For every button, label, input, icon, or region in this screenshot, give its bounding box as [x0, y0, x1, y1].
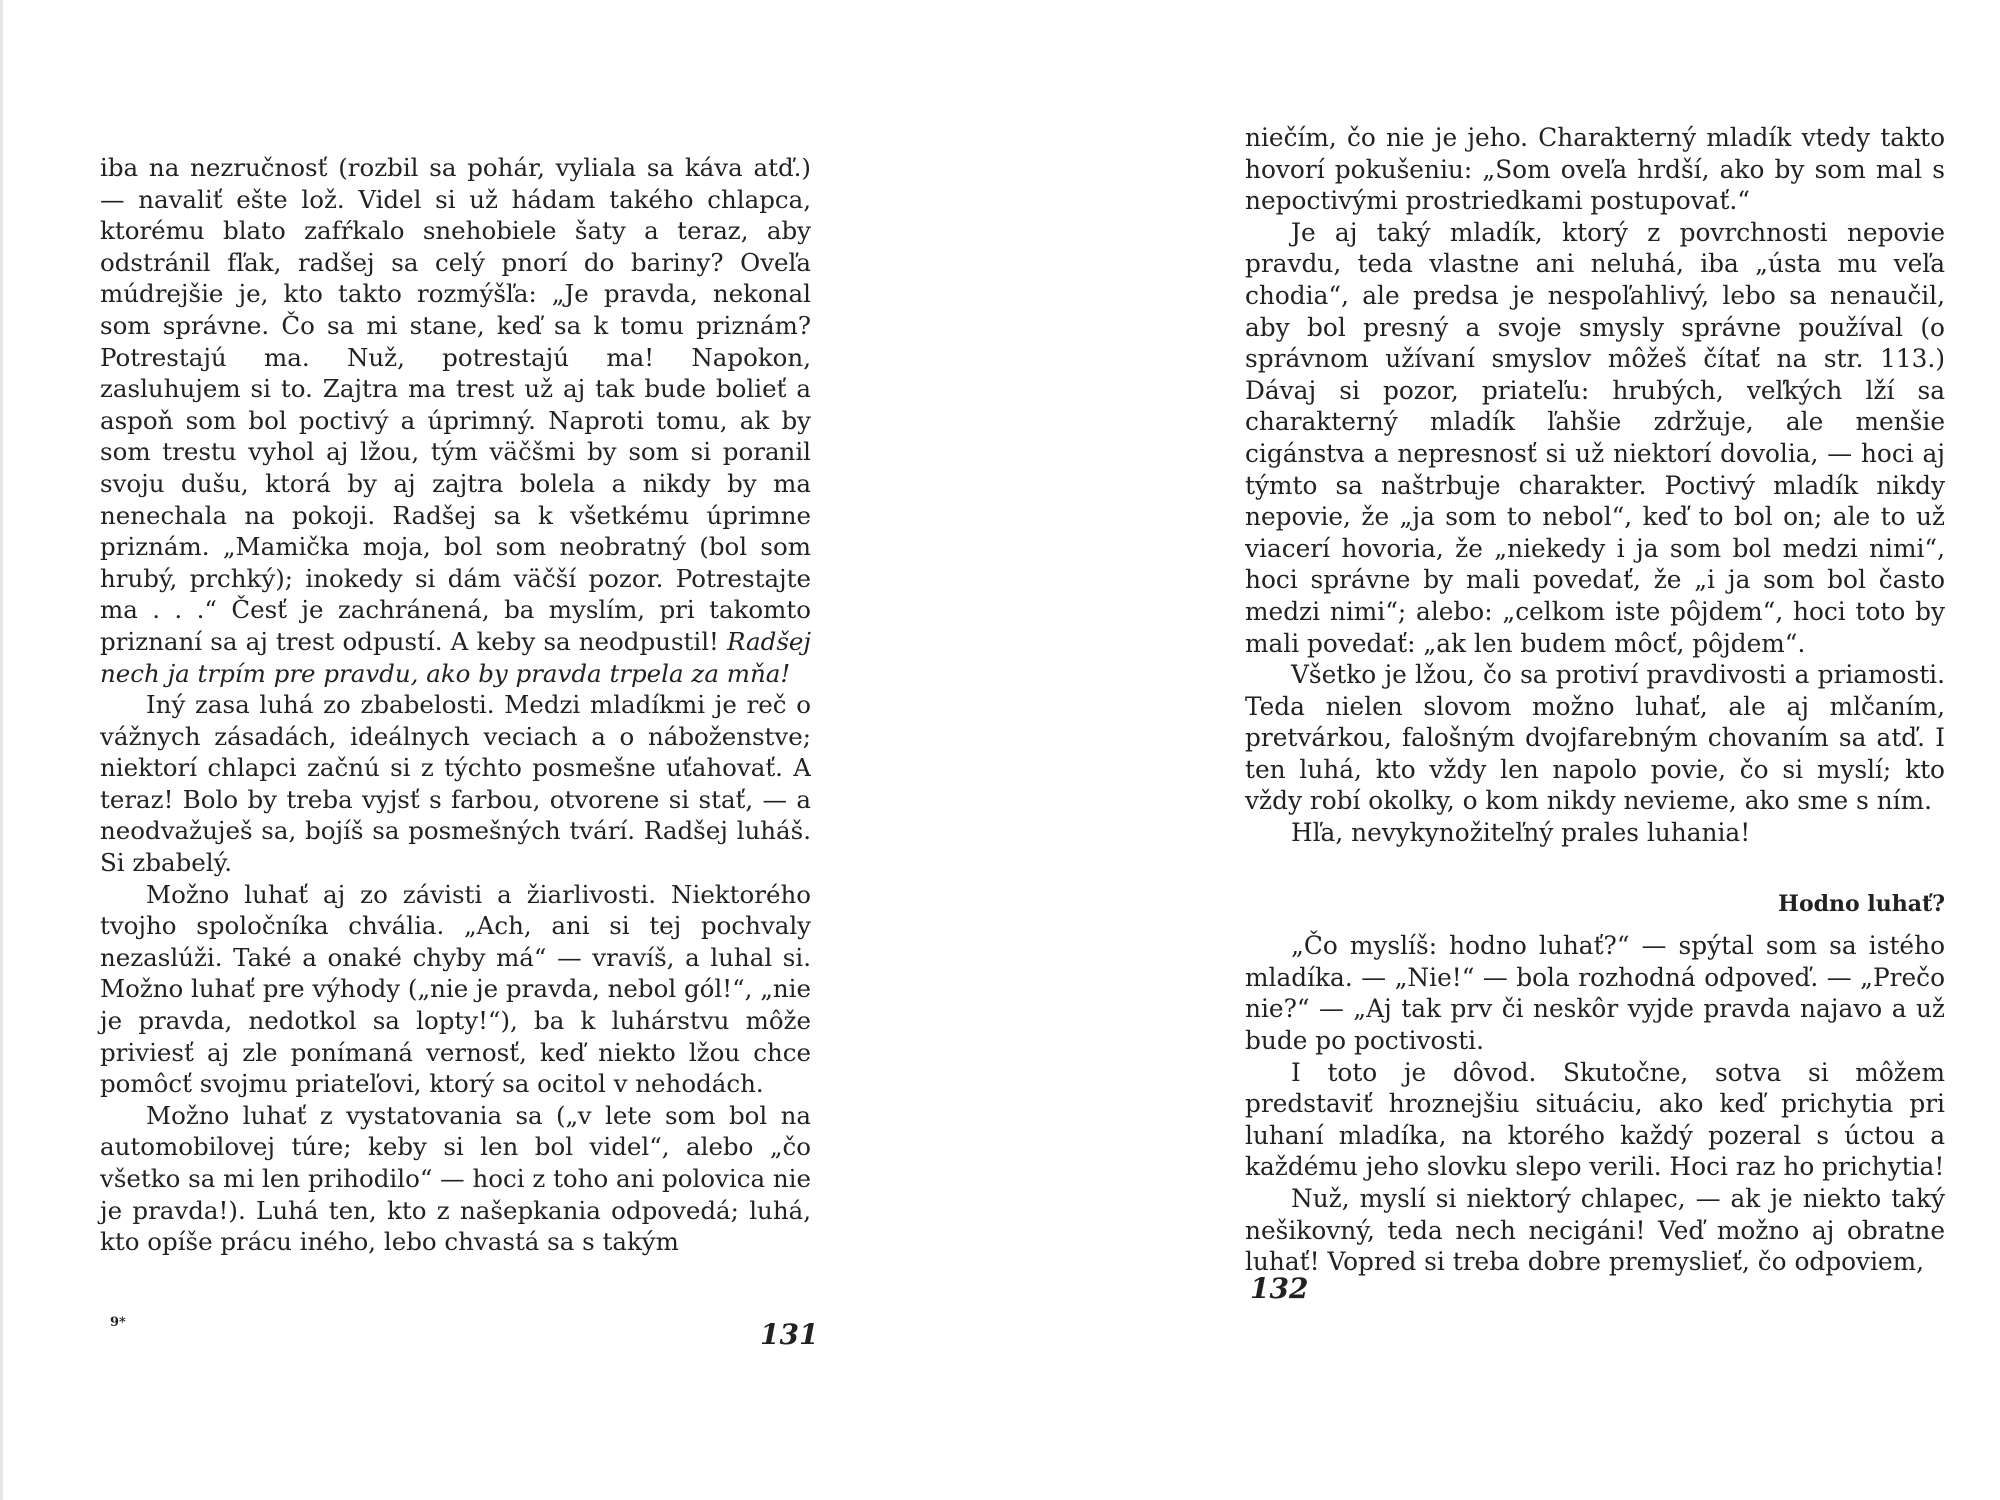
page-number: 132	[1250, 1272, 1309, 1305]
paragraph: Iný zasa luhá zo zbabelosti. Medzi mladíkmi je reč o vážnych zásadách, ideálnych veciach a o náboženstve; niektorí chlapci začnú si z týchto posmešne uťahovať. A teraz! Bolo by treba vyjsť s farbou, otvorene si stať, — a neodvažuješ sa, bojíš sa posmešných tvárí. Radšej luháš. Si zbabelý.	[100, 690, 811, 878]
paragraph: Nuž, myslí si niektorý chlapec, — ak je niekto taký nešikovný, teda nech necigáni! Veď možno aj obratne luhať! Vopred si treba dobre premyslieť, čo odpoviem,	[1245, 1184, 1945, 1277]
paragraph: Možno luhať z vystatovania sa („v lete som bol na automobilovej túre; keby si len bol videl“, alebo „čo všetko sa mi len prihodilo“ — hoci z toho ani polovica nie je pravda!). Luhá ten, kto z našepkania odpovedá; luhá, kto opíše prácu iného, lebo chvastá sa s takým	[100, 1100, 811, 1257]
italic-phrase: Radšej nech ja trpím pre pravdu, ako by pravda trpela za mňa!	[100, 626, 811, 688]
paragraph: iba na nezručnosť (rozbil sa pohár, vyliala sa káva atď.) — navaliť ešte lož. Videl si už hádam takého chlapca, ktorému blato zafŕkalo snehobiele šaty a teraz, aby odstránil fľak, radšej sa celý pnorí do bariny? Oveľa múdrejšie je, kto takto rozmýšľa: „Je pravda, nekonal som správne. Čo sa mi stane, keď sa k tomu priznám? Potrestajú ma. Nuž, potrestajú ma! Napokon, zasluhujem si to. Zajtra ma trest už aj tak bude bolieť a aspoň som bol poctivý a úprimný. Naproti tomu, ak by som trestu vyhol aj lžou, tým väčšmi by som si poranil svoju dušu, ktorá by aj zajtra bolela a nikdy by ma nenechala na pokoji. Radšej sa k všetkému úprimne priznám. „Mamička moja, bol som neobratný (bol som hrubý, prchký); inokedy si dám väčší pozor. Potrestajte ma . . .“ Česť je zachránená, ba myslím, pri takomto priznaní sa aj trest odpustí. A keby sa neodpustil! Radšej nech ja trpím pre pravdu, ako by pravda trpela za mňa!	[100, 153, 811, 688]
paragraph: niečím, čo nie je jeho. Charakterný mladík vtedy takto hovorí pokušeniu: „Som oveľa hrdší, ako by som mal s nepoctivými prostriedkami postupovať.“	[1245, 123, 1945, 216]
paragraph: Možno luhať aj zo závisti a žiarlivosti. Niektorého tvojho spoločníka chvália. „Ach, ani si tej pochvaly nezaslúži. Také a onaké chyby má“ — vravíš, a luhal si. Možno luhať pre výhody („nie je pravda, nebol gól!“, „nie je pravda, nedotkol sa lopty!“), ba k luhárstvu môže priviesť aj zle ponímaná vernosť, keď niekto lžou chce pomôcť svojmu priateľovi, ktorý sa ocitol v nehodách.	[100, 879, 812, 1099]
paragraph: Všetko je lžou, čo sa protiví pravdivosti a priamosti. Teda nielen slovom možno luhať, ale aj mlčaním, pretvárkou, falošným dvojfarebným chovaním sa atď. I ten luhá, kto vždy len napolo povie, čo si myslí; kto vždy robí okolky, o kom nikdy nevieme, ako sme s ním.	[1245, 660, 1945, 816]
signature-mark: 9*	[110, 1315, 126, 1330]
right-page	[1000, 0, 2000, 1500]
paragraph: Je aj taký mladík, ktorý z povrchnosti nepovie pravdu, teda vlastne ani neluhá, iba „ústa mu veľa chodia“, ale predsa je nespoľahlivý, lebo sa nenaučil, aby bol presný a svoje smysly správne používal (o správnom užívaní smyslov môžeš čítať na str. 113.) Dávaj si pozor, priateľu: hrubých, veľkých lží sa charakterný mladík ľahšie zdržuje, ale menšie cigánstva a nepresnosť si už niektorí dovolia, — hoci aj týmto sa naštrbuje charakter. Poctivý mladík nikdy nepovie, že „ja som to nebol“, keď to bol on; ale to už viacerí hovoria, že „niekedy i ja som bol medzi nimi“, hoci správne by mali povedať, že „i ja som bol často medzi nimi“; alebo: „celkom iste pôjdem“, hoci toto by mali povedať: „ak len budem môcť, pôjdem“.	[1245, 217, 1945, 658]
left-page-text	[100, 152, 811, 1258]
right-page-text	[1245, 122, 1945, 1278]
paragraph: I toto je dôvod. Skutočne, sotva si môžem predstaviť hroznejšiu situáciu, ako keď prichytia pri luhaní mladíka, na ktorého každý pozeral s úctou a každému jeho slovku slepo verili. Hoci raz ho prichytia!	[1245, 1057, 1945, 1182]
section-heading: Hodno luhať?	[1778, 890, 1945, 917]
paragraph: Hľa, nevykynožiteľný prales luhania!	[1291, 818, 1751, 848]
page-number: 131	[760, 1318, 819, 1351]
paragraph: „Čo myslíš: hodno luhať?“ — spýtal som sa istého mladíka. — „Nie!“ — bola rozhodná odpoveď. — „Prečo nie?“ — „Aj tak prv či neskôr vyjde pravda najavo a už bude po poctivosti.	[1245, 931, 1945, 1056]
